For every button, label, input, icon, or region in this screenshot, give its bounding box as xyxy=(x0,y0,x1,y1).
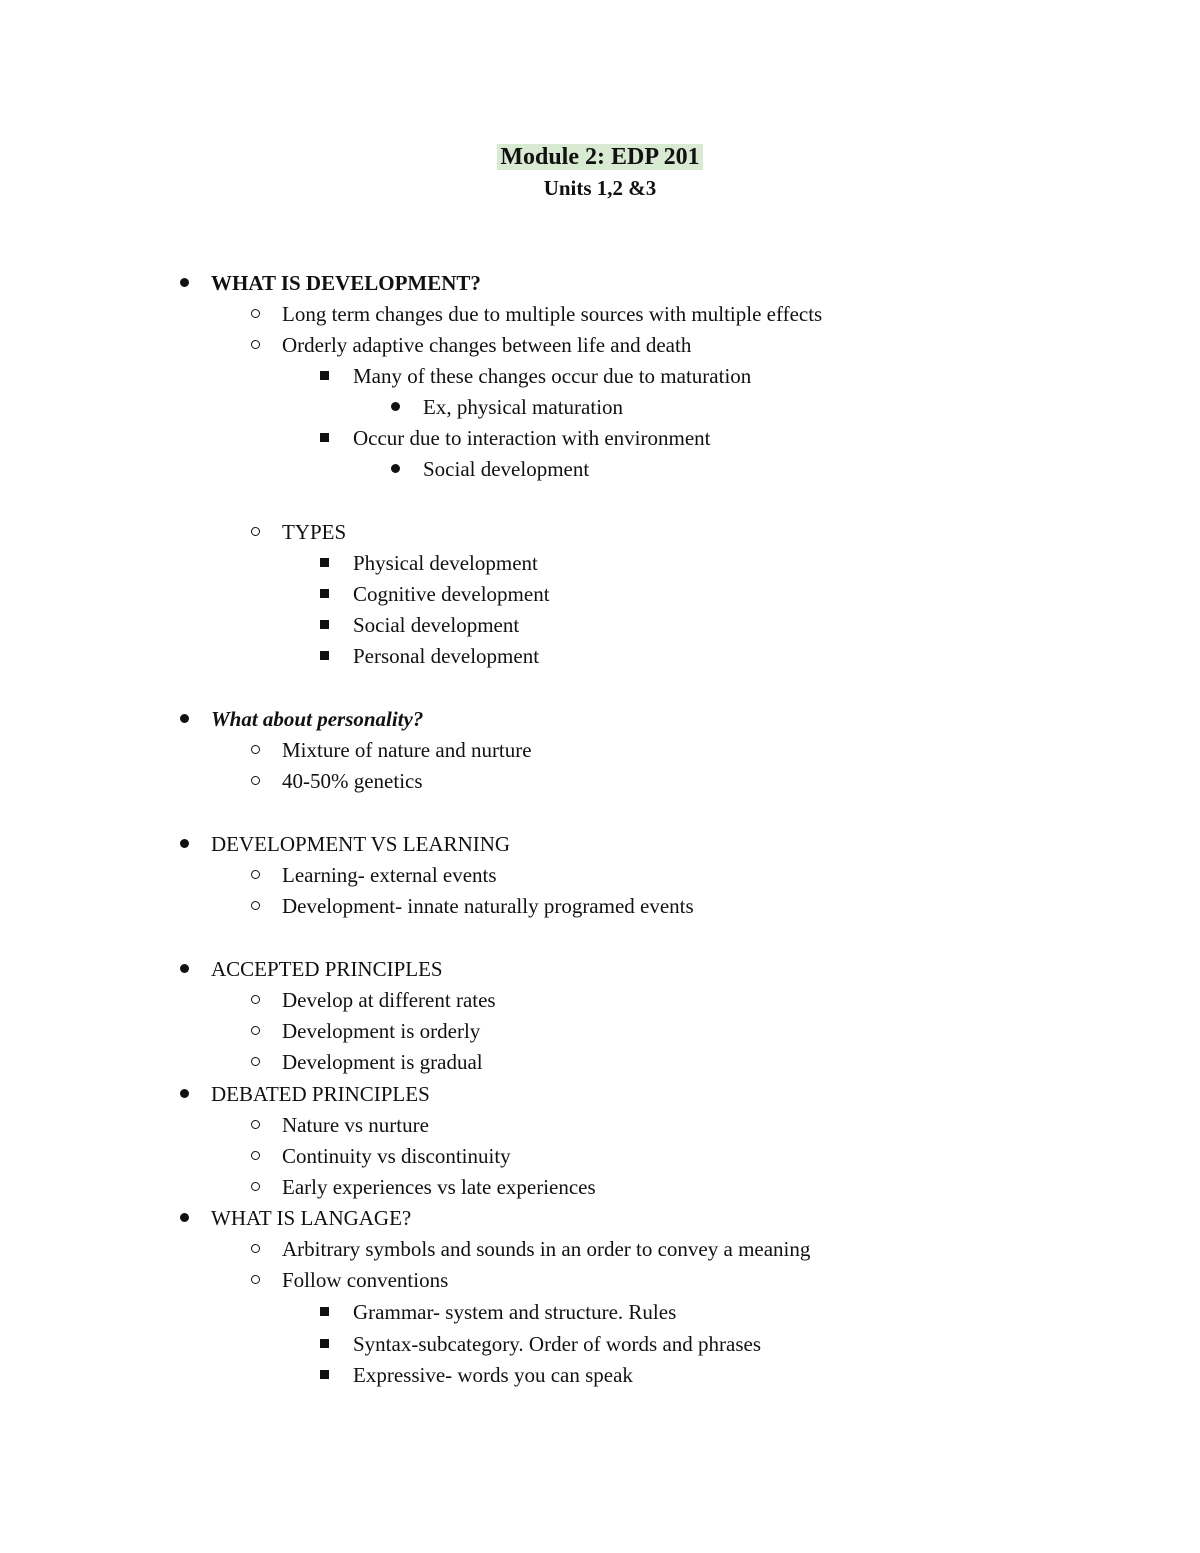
square-bullet-icon xyxy=(318,610,332,640)
list-item-text: Continuity vs discontinuity xyxy=(282,1144,511,1168)
list-item-text: Many of these changes occur due to maturation xyxy=(353,364,752,388)
disc-bullet-icon xyxy=(178,829,192,859)
disc-bullet-icon xyxy=(389,392,403,422)
list-item-text: Social development xyxy=(353,613,520,637)
list-item-text: DEBATED PRINCIPLES xyxy=(211,1082,430,1106)
square-bullet-icon xyxy=(318,1360,332,1390)
circle-bullet-icon xyxy=(249,1110,263,1140)
list-item-text: WHAT IS LANGAGE? xyxy=(211,1206,412,1230)
list-item-text: Expressive- words you can speak xyxy=(353,1363,633,1387)
list-item-text: Development is orderly xyxy=(282,1019,481,1043)
square-bullet-icon xyxy=(318,641,332,671)
square-bullet-icon xyxy=(318,361,332,391)
circle-bullet-icon xyxy=(249,1047,263,1077)
square-bullet-icon xyxy=(318,423,332,453)
circle-bullet-icon xyxy=(249,1172,263,1202)
disc-bullet-icon xyxy=(389,454,403,484)
circle-bullet-icon xyxy=(249,299,263,329)
list-item-text: Grammar- system and structure. Rules xyxy=(353,1300,677,1324)
list-item-text: Nature vs nurture xyxy=(282,1113,429,1137)
square-bullet-icon xyxy=(318,579,332,609)
disc-bullet-icon xyxy=(178,954,192,984)
disc-bullet-icon xyxy=(178,1203,192,1233)
document-title-text: Module 2: EDP 201 xyxy=(497,144,702,170)
list-item-text: Learning- external events xyxy=(282,863,497,887)
circle-bullet-icon xyxy=(249,330,263,360)
list-item-text: Arbitrary symbols and sounds in an order to convey a meaning xyxy=(282,1237,811,1261)
circle-bullet-icon xyxy=(249,985,263,1015)
list-item-text: Develop at different rates xyxy=(282,988,496,1012)
list-item-text: DEVELOPMENT VS LEARNING xyxy=(211,832,511,856)
list-item-text: TYPES xyxy=(282,520,347,544)
circle-bullet-icon xyxy=(249,735,263,765)
list-item-text: 40-50% genetics xyxy=(282,769,423,793)
list-item-text: Personal development xyxy=(353,644,540,668)
circle-bullet-icon xyxy=(249,766,263,796)
circle-bullet-icon xyxy=(249,891,263,921)
list-item-text: Long term changes due to multiple sources with multiple effects xyxy=(282,302,823,326)
list-item-text: Development is gradual xyxy=(282,1050,483,1074)
list-item-text: Follow conventions xyxy=(282,1268,449,1292)
list-item-text: Ex, physical maturation xyxy=(423,395,624,419)
document-subtitle: Units 1,2 &3 xyxy=(543,176,657,200)
circle-bullet-icon xyxy=(249,860,263,890)
list-item-text: Syntax-subcategory. Order of words and phrases xyxy=(353,1332,762,1356)
circle-bullet-icon xyxy=(249,1234,263,1264)
square-bullet-icon xyxy=(318,548,332,578)
circle-bullet-icon xyxy=(249,1265,263,1295)
circle-bullet-icon xyxy=(249,1016,263,1046)
list-item-text: Early experiences vs late experiences xyxy=(282,1175,596,1199)
document-title xyxy=(0,141,1200,173)
disc-bullet-icon xyxy=(178,268,192,298)
list-item-text: Cognitive development xyxy=(353,582,550,606)
list-item-text: Mixture of nature and nurture xyxy=(282,738,532,762)
list-item-text: Occur due to interaction with environment xyxy=(353,426,711,450)
list-item-text: Development- innate naturally programed events xyxy=(282,894,694,918)
list-item-text: Social development xyxy=(423,457,590,481)
disc-bullet-icon xyxy=(178,704,192,734)
list-item-text: Physical development xyxy=(353,551,538,575)
square-bullet-icon xyxy=(318,1329,332,1359)
list-item-text: ACCEPTED PRINCIPLES xyxy=(211,957,443,981)
list-item-text: What about personality? xyxy=(211,707,424,731)
disc-bullet-icon xyxy=(178,1079,192,1109)
circle-bullet-icon xyxy=(249,1141,263,1171)
circle-bullet-icon xyxy=(249,517,263,547)
list-item-text: Orderly adaptive changes between life and death xyxy=(282,333,692,357)
square-bullet-icon xyxy=(318,1297,332,1327)
list-item-text: WHAT IS DEVELOPMENT? xyxy=(211,271,481,295)
